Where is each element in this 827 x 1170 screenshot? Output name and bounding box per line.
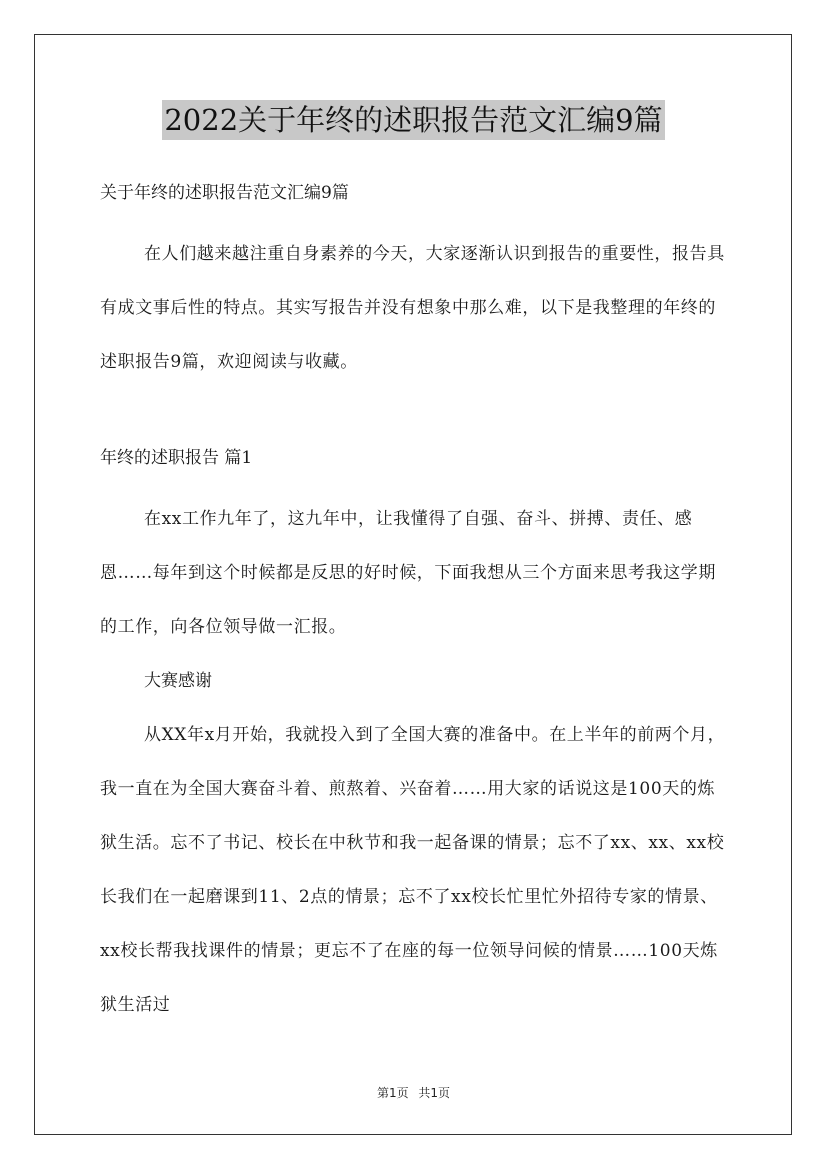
document-body — [100, 174, 727, 1032]
title-container — [0, 100, 827, 140]
page-total: 共1页 — [418, 1086, 451, 1100]
section-paragraph-2: 从XX年x月开始，我就投入到了全国大赛的准备中。在上半年的前两个月，我一直在为全国大赛奋斗着、煎熬着、兴奋着……用大家的话说这是100天的炼狱生活。忘不了书记、校长在中秋节和我一起备课的情景；忘不了xx、xx、xx校长我们在一起磨课到11、2点的情景；忘不了xx校长忙里忙外招待专家的情景、xx校长帮我找课件的情景；更忘不了在座的每一位领导问候的情景……100天炼狱生活过 — [100, 725, 726, 1015]
section-heading: 年终的述职报告 篇1 — [100, 448, 253, 468]
page-footer — [0, 1084, 827, 1101]
subheading: 大赛感谢 — [144, 671, 212, 691]
section-paragraph-1: 在xx工作九年了，这九年中，让我懂得了自强、奋斗、拼搏、责任、感恩……每年到这个时候都是反思的好时候，下面我想从三个方面来思考我这学期的工作，向各位领导做一汇报。 — [100, 509, 716, 637]
page-number: 第1页 — [376, 1086, 409, 1100]
intro-paragraph: 在人们越来越注重自身素养的今天，大家逐渐认识到报告的重要性，报告具有成文事后性的特点。其实写报告并没有想象中那么难，以下是我整理的年终的述职报告9篇，欢迎阅读与收藏。 — [100, 244, 725, 372]
document-subtitle: 关于年终的述职报告范文汇编9篇 — [100, 183, 349, 203]
document-title: 2022关于年终的述职报告范文汇编9篇 — [162, 100, 664, 140]
